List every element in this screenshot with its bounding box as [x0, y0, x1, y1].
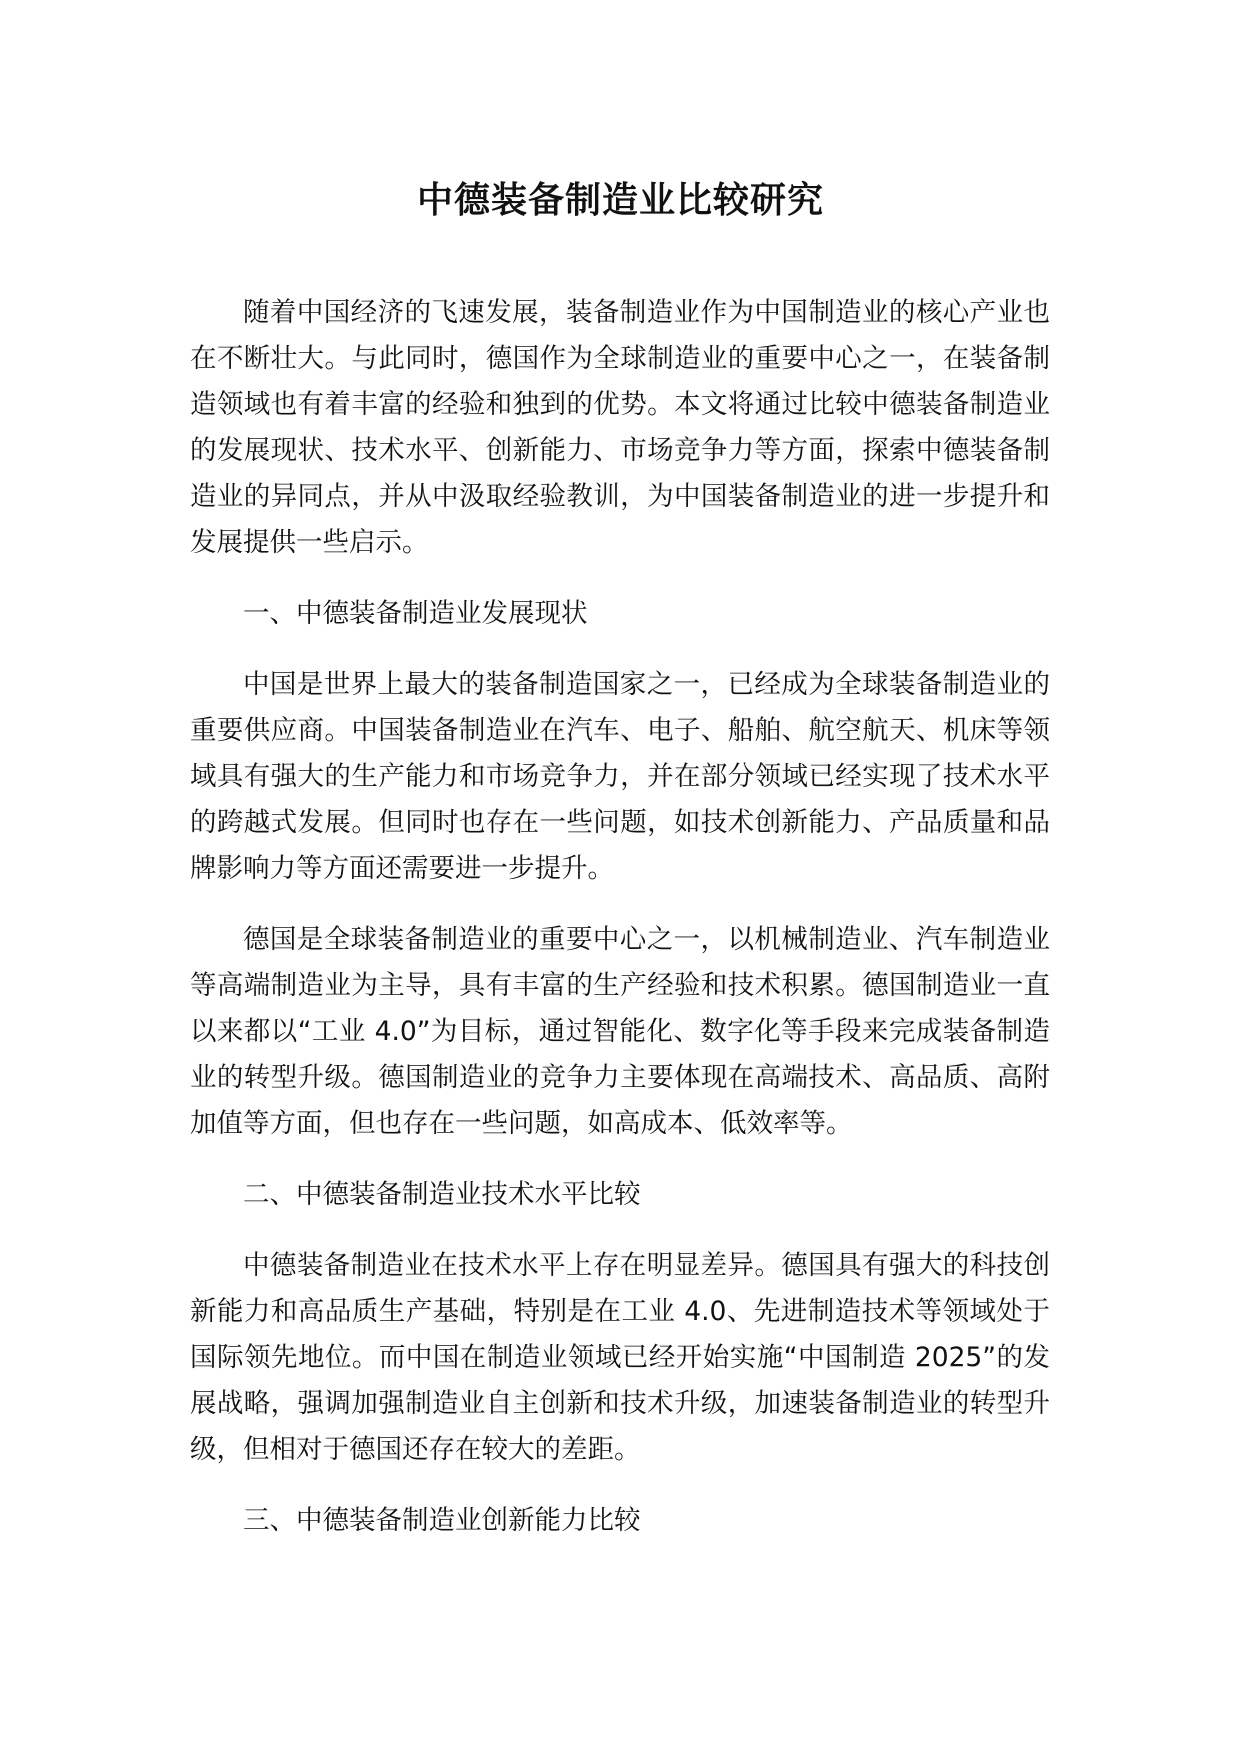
document-title: 中德装备制造业比较研究: [416, 180, 824, 221]
paragraph-intro: 随着中国经济的飞速发展，装备制造业作为中国制造业的核心产业也在不断壮大。与此同时，德国作为全球制造业的重要中心之一，在装备制造领域也有着丰富的经验和独到的优势。本文将通过比较中德装备制造业的发展现状、技术水平、创新能力、市场竞争力等方面，探索中德装备制造业的异同点，并从中汲取经验教训，为中国装备制造业的进一步提升和发展提供一些启示。: [190, 297, 1050, 558]
paragraph-china-status: 中国是世界上最大的装备制造国家之一，已经成为全球装备制造业的重要供应商。中国装备制造业在汽车、电子、船舶、航空航天、机床等领域具有强大的生产能力和市场竞争力，并在部分领域已经实现了技术水平的跨越式发展。但同时也存在一些问题，如技术创新能力、产品质量和品牌影响力等方面还需要进一步提升。: [190, 669, 1050, 884]
paragraph-germany-status: 德国是全球装备制造业的重要中心之一，以机械制造业、汽车制造业等高端制造业为主导，具有丰富的生产经验和技术积累。德国制造业一直以来都以“工业 4.0”为目标，通过智能化、数字化等手段来完成装备制造业的转型升级。德国制造业的竞争力主要体现在高端技术、高品质、高附加值等方面，但也存在一些问题，如高成本、低效率等。: [190, 924, 1050, 1139]
section-heading-2: 二、中德装备制造业技术水平比较: [243, 1179, 641, 1210]
paragraph-tech-comparison: 中德装备制造业在技术水平上存在明显差异。德国具有强大的科技创新能力和高品质生产基础，特别是在工业 4.0、先进制造技术等领域处于国际领先地位。而中国在制造业领域已经开始实施“中国制造 2025”的发展战略，强调加强制造业自主创新和技术升级，加速装备制造业的转型升级，但相对于德国还存在较大的差距。: [190, 1250, 1050, 1465]
section-heading-3: 三、中德装备制造业创新能力比较: [243, 1505, 641, 1536]
section-heading-1: 一、中德装备制造业发展现状: [243, 598, 588, 629]
document-body: [190, 290, 1050, 1569]
